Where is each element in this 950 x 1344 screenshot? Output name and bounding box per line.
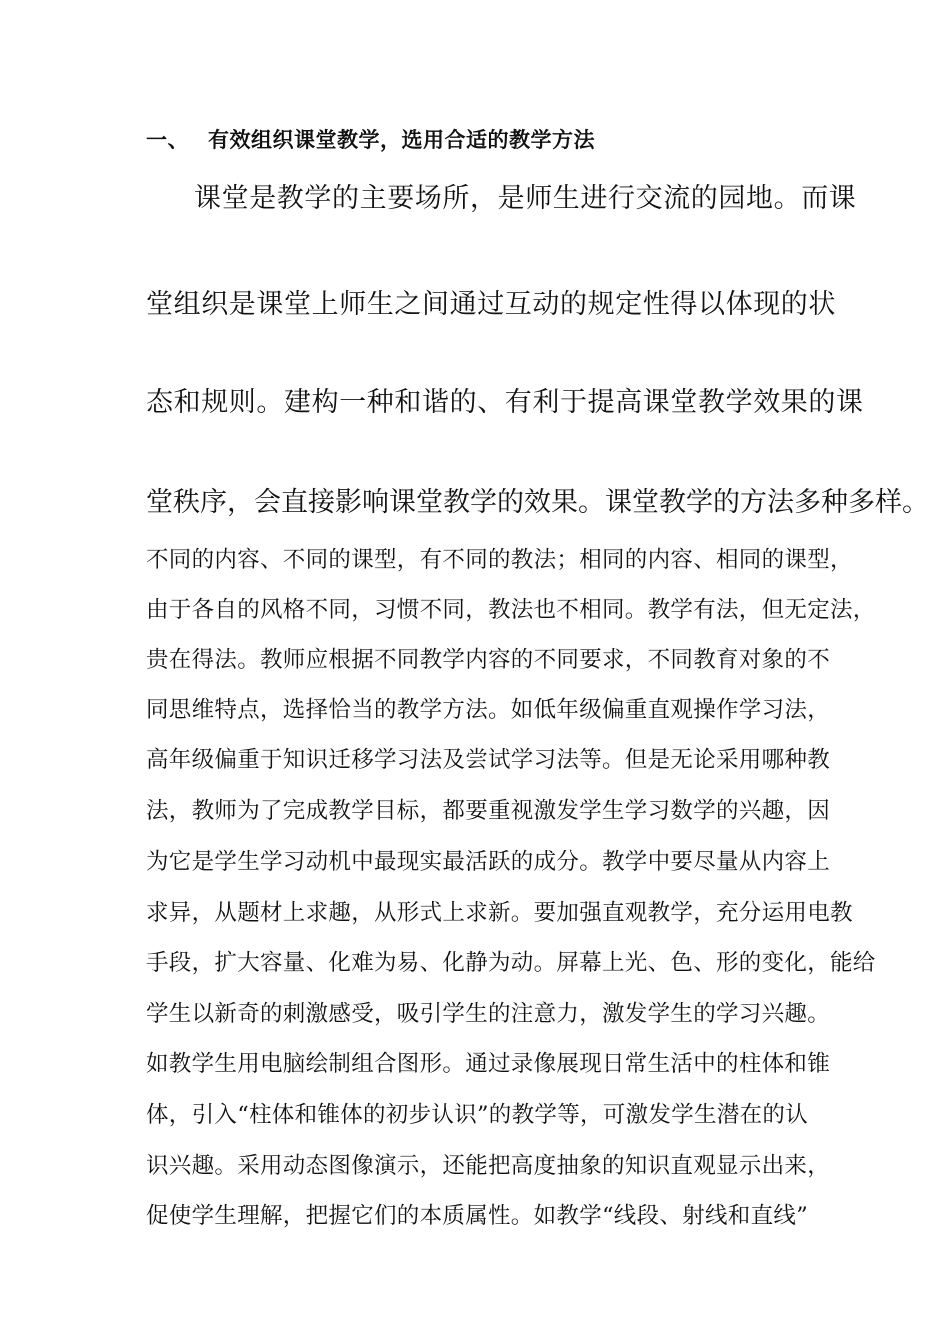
section-title: 有效组织课堂教学，选用合适的教学方法 bbox=[208, 128, 595, 152]
paragraph-line: 学生以新奇的刺激感受，吸引学生的注意力，激发学生的学习兴趣。 bbox=[146, 1001, 831, 1027]
paragraph-line: 手段，扩大容量、化难为易、化静为动。屏幕上光、色、形的变化，能给 bbox=[146, 950, 876, 976]
paragraph-line: 体，引入“柱体和锥体的初步认识”的教学等，可激发学生潜在的认 bbox=[146, 1102, 809, 1128]
paragraph-line: 求异，从题材上求趣，从形式上求新。要加强直观教学，充分运用电教 bbox=[146, 900, 853, 926]
paragraph-line: 促使学生理解，把握它们的本质属性。如教学“线段、射线和直线” bbox=[146, 1203, 809, 1229]
paragraph-line: 不同的内容、不同的课型，有不同的教法；相同的内容、相同的课型， bbox=[146, 547, 853, 573]
paragraph-line: 堂组织是课堂上师生之间通过互动的规定性得以体现的状 bbox=[146, 289, 836, 320]
paragraph-line: 贵在得法。教师应根据不同教学内容的不同要求，不同教育对象的不 bbox=[146, 647, 831, 673]
paragraph-line: 如教学生用电脑绘制组合图形。通过录像展现日常生活中的柱体和锥 bbox=[146, 1051, 831, 1077]
section-heading bbox=[146, 124, 595, 154]
paragraph-line: 同思维特点，选择恰当的教学方法。如低年级偏重直观操作学习法， bbox=[146, 697, 831, 723]
section-number: 一、 bbox=[146, 128, 189, 152]
paragraph-line: 态和规则。建构一种和谐的、有利于提高课堂教学效果的课 bbox=[146, 387, 864, 418]
paragraph-line: 课堂是教学的主要场所，是师生进行交流的园地。而课 bbox=[194, 183, 857, 214]
paragraph-line: 识兴趣。采用动态图像演示，还能把高度抽象的知识直观显示出来， bbox=[146, 1153, 831, 1179]
paragraph-line: 堂秩序，会直接影响课堂教学的效果。课堂教学的方法多种多样。 bbox=[146, 487, 929, 518]
paragraph-line: 为它是学生学习动机中最现实最活跃的成分。教学中要尽量从内容上 bbox=[146, 849, 831, 875]
paragraph-line: 高年级偏重于知识迁移学习法及尝试学习法等。但是无论采用哪种教 bbox=[146, 747, 831, 773]
paragraph-line: 由于各自的风格不同，习惯不同，教法也不相同。教学有法，但无定法， bbox=[146, 597, 876, 623]
paragraph-line: 法，教师为了完成教学目标，都要重视激发学生学习数学的兴趣，因 bbox=[146, 798, 831, 824]
